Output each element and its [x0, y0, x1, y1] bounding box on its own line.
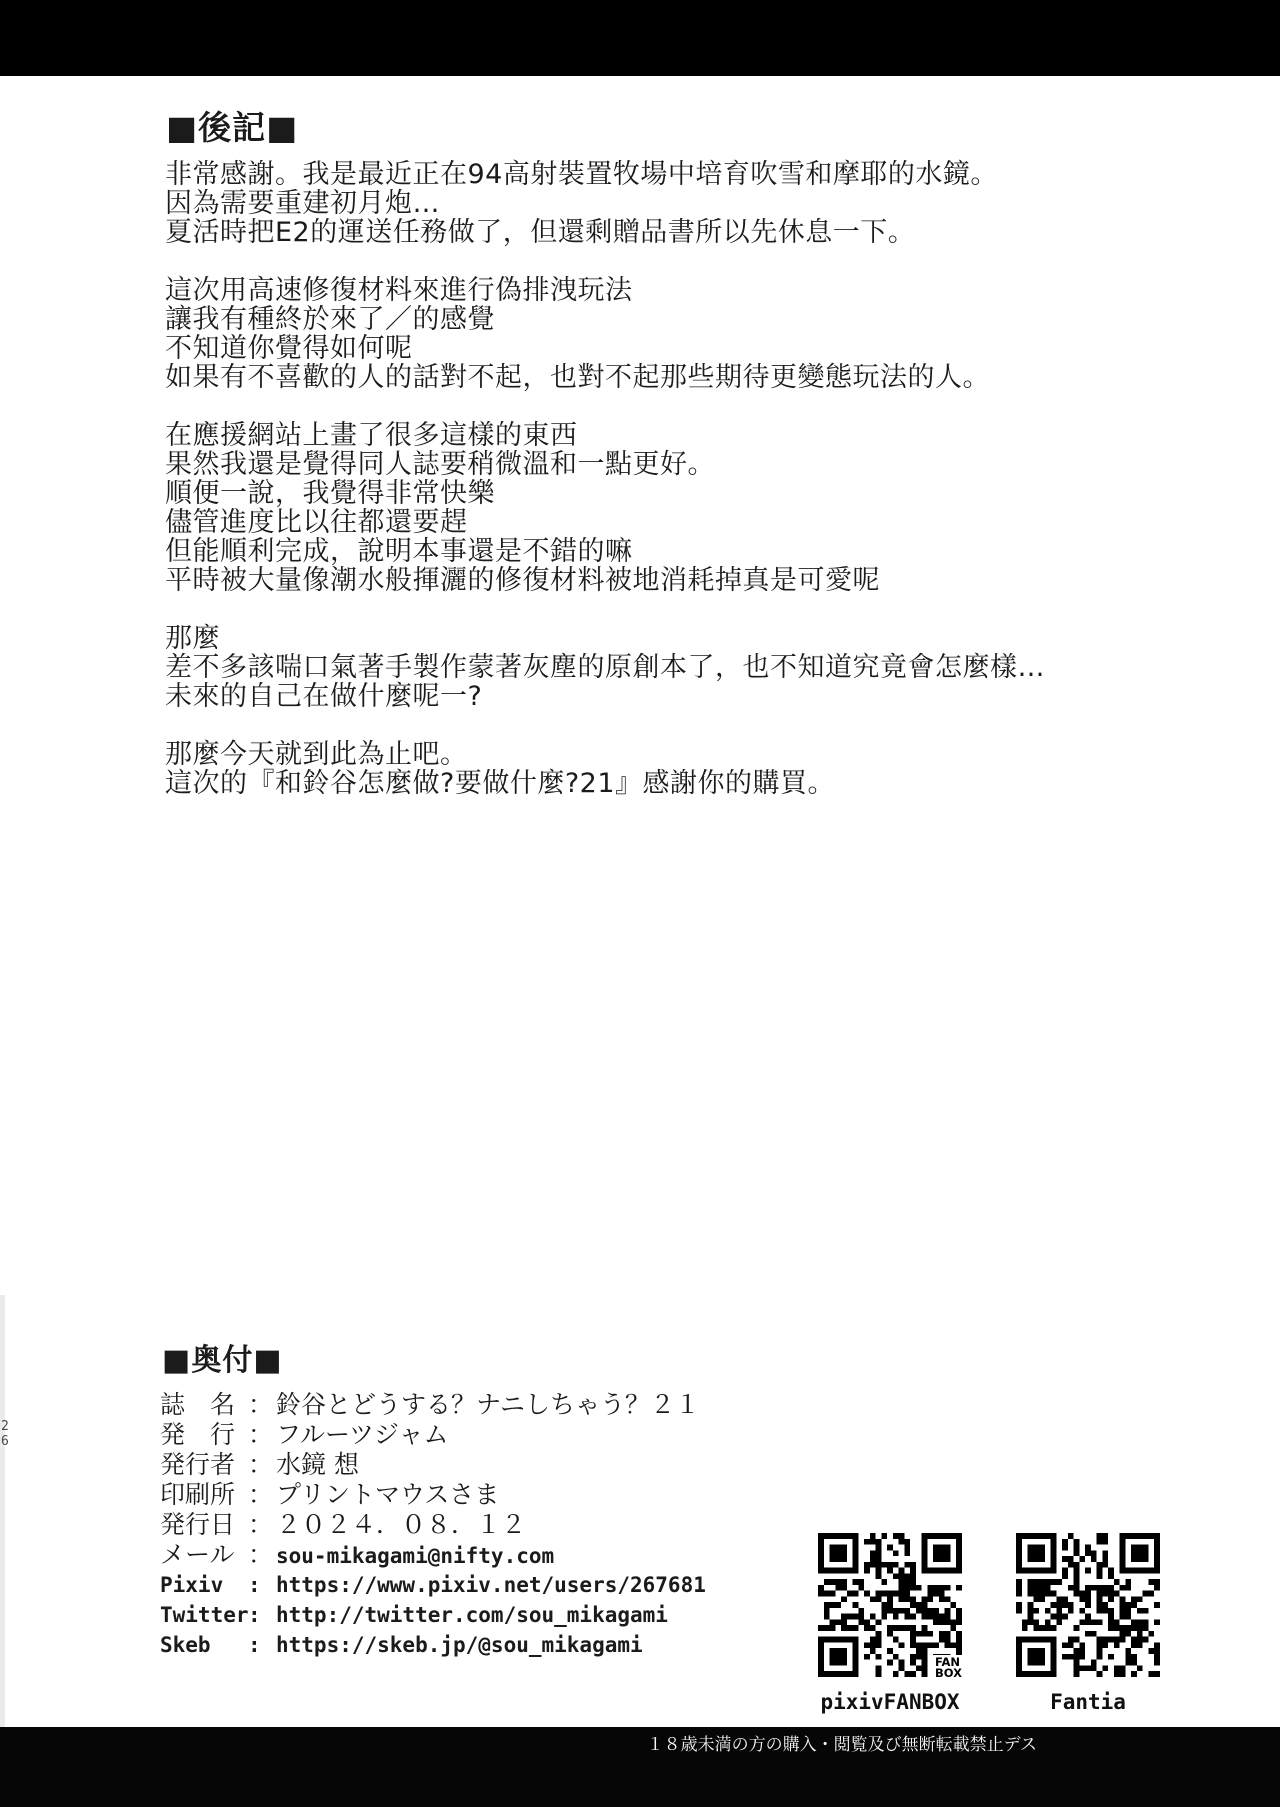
afterword-line: 差不多該喘口氣著手製作蒙著灰塵的原創本了，也不知道究竟會怎麼樣… [165, 652, 1045, 683]
colophon-row-value: 鈴谷とどうする？ナニしちゃう？２１ [276, 1390, 701, 1419]
colophon-row-separator: : [248, 1633, 261, 1657]
top-black-bar [0, 0, 1280, 76]
afterword-line: 順便一說，我覺得非常快樂 [165, 478, 495, 509]
afterword-line: 讓我有種終於來了／的感覺 [165, 304, 495, 335]
afterword-line: 平時被大量像潮水般揮灑的修復材料被地消耗掉真是可愛呢 [165, 565, 880, 596]
afterword-line [165, 247, 1045, 276]
colophon-row [160, 1630, 706, 1660]
fanbox-logo-text: FAN BOX [931, 1655, 963, 1678]
colophon-row-label: Skeb [160, 1633, 211, 1657]
afterword-line: 那麼 [165, 623, 220, 654]
afterword-line: 未來的自己在做什麼呢一? [165, 681, 483, 712]
colophon-row-value: ２０２４．０８．１２ [276, 1510, 527, 1539]
afterword-line: 夏活時把E2的運送任務做了，但還剩贈品書所以先休息一下。 [165, 217, 916, 248]
afterword-line: 在應援網站上畫了很多這樣的東西 [165, 420, 578, 451]
afterword-heading: ■後記■ [166, 108, 299, 147]
colophon-row-label: 発行者 [160, 1450, 236, 1479]
fantia-qr-code [1016, 1533, 1160, 1677]
colophon-row [160, 1540, 706, 1570]
colophon-row-separator: ： [248, 1420, 274, 1449]
afterword-line: 那麼今天就到此為止吧。 [165, 739, 468, 770]
afterword-line: 如果有不喜歡的人的話對不起，也對不起那些期待更變態玩法的人。 [165, 362, 990, 393]
afterword-line [165, 392, 1045, 421]
colophon-row-value: http://twitter.com/sou_mikagami [276, 1603, 668, 1627]
colophon-row [160, 1570, 706, 1600]
colophon-row-label: 発 行 [160, 1420, 236, 1449]
colophon-row [160, 1510, 706, 1540]
qr-pixiv-fanbox [818, 1533, 962, 1714]
colophon-row-value: https://skeb.jp/@sou_mikagami [276, 1633, 643, 1657]
colophon-row-separator: : [248, 1573, 261, 1597]
colophon-row-separator: ： [248, 1390, 274, 1419]
bottom-black-bar [0, 1727, 1280, 1807]
afterword-line: 儘管進度比以往都還要趕 [165, 507, 468, 538]
colophon-row-separator: ： [248, 1480, 274, 1509]
afterword-line [165, 595, 1045, 624]
afterword-text [165, 160, 1045, 798]
colophon-row-label: 発行日 [160, 1510, 236, 1539]
colophon-row [160, 1450, 706, 1480]
afterword-line: 不知道你覺得如何呢 [165, 333, 413, 364]
colophon-row [160, 1420, 706, 1450]
edge-page-number: 26 [1, 1419, 9, 1449]
colophon-heading: ■奥付■ [162, 1343, 283, 1378]
colophon-row-separator: ： [248, 1510, 274, 1539]
afterword-line: 這次的『和鈴谷怎麼做?要做什麼?21』感謝你的購買。 [165, 768, 836, 799]
qr-label-fantia: Fantia [1050, 1690, 1126, 1714]
afterword-line: 非常感謝。我是最近正在94高射裝置牧場中培育吹雪和摩耶的水鏡。 [165, 159, 998, 190]
colophon-row-value: sou-mikagami@nifty.com [276, 1544, 555, 1568]
colophon-row-value: https://www.pixiv.net/users/267681 [276, 1573, 706, 1597]
colophon-row-value: 水鏡 想 [276, 1450, 359, 1479]
colophon-row-label: 誌 名 [160, 1390, 236, 1419]
afterword-line: 這次用高速修復材料來進行偽排洩玩法 [165, 275, 633, 306]
colophon-table [160, 1390, 706, 1660]
afterword-line: 果然我還是覺得同人誌要稍微溫和一點更好。 [165, 449, 715, 480]
pixiv-fanbox-qr-code [818, 1533, 962, 1680]
colophon-row-label: メール [160, 1540, 235, 1569]
colophon-row [160, 1600, 706, 1630]
colophon-row-value: プリントマウスさま [276, 1480, 500, 1509]
colophon-row-separator: : [248, 1603, 261, 1627]
qr-fantia [1016, 1533, 1160, 1714]
afterword-line: 但能順利完成，說明本事還是不錯的嘛 [165, 536, 633, 567]
colophon-row-label: 印刷所 [160, 1480, 236, 1509]
age-restriction-notice: １８歳未満の方の購入・閲覧及び無断転載禁止デス [646, 1735, 1037, 1755]
colophon-row [160, 1480, 706, 1510]
colophon-row-separator: ： [248, 1450, 274, 1479]
colophon-row-separator: ： [248, 1540, 274, 1569]
colophon-row [160, 1390, 706, 1420]
page-edge-shadow [0, 1295, 5, 1727]
colophon-row-label: Twitter [160, 1603, 249, 1627]
qr-label-pixiv-fanbox: pixivFANBOX [820, 1690, 960, 1714]
colophon-row-label: Pixiv [160, 1573, 224, 1597]
afterword-line: 因為需要重建初月炮… [165, 188, 440, 219]
colophon-row-value: フルーツジャム [276, 1420, 449, 1449]
afterword-line [165, 711, 1045, 740]
